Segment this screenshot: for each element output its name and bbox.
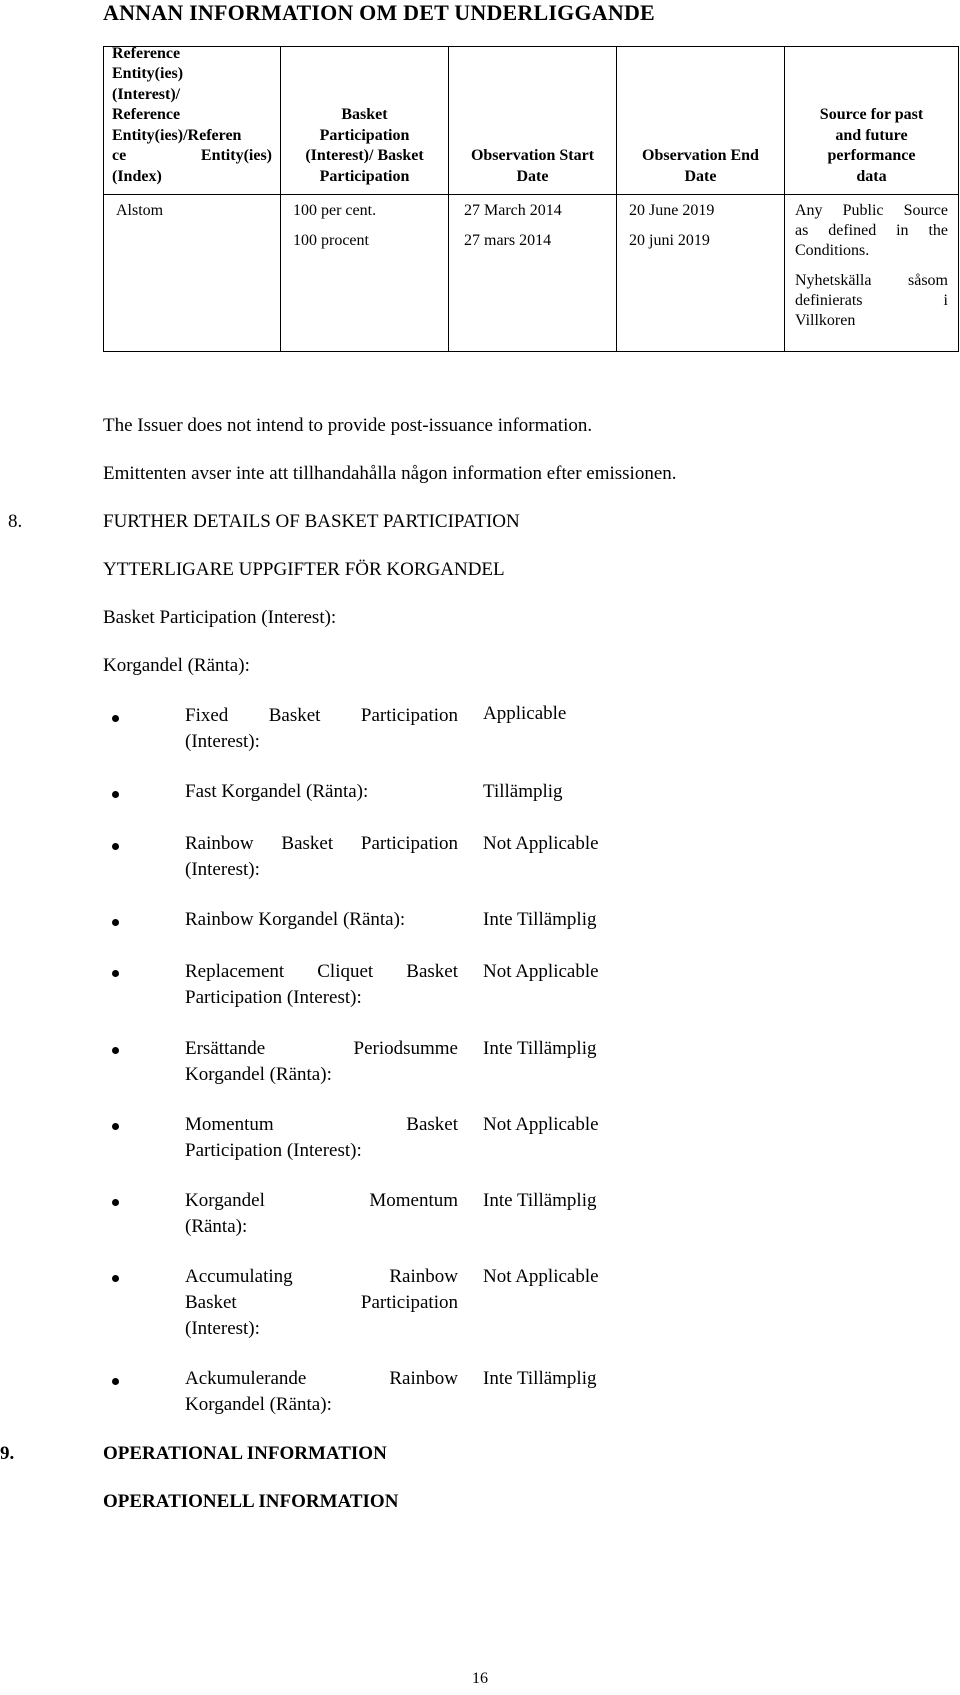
item-label	[185, 907, 458, 933]
post-issuance-en: The Issuer does not intend to provide post-issuance information.	[103, 415, 593, 436]
basket-value-sv: 100 procent	[293, 232, 369, 249]
cell-observation-start	[449, 195, 617, 352]
header-basket-line: (Interest)/ Basket	[305, 147, 424, 164]
section-9-number: 9.	[0, 1443, 15, 1464]
source-en-line: Conditions.	[795, 242, 870, 259]
header-reference-line: ce Entity(ies)	[112, 147, 272, 164]
item-label	[185, 1366, 458, 1418]
underlying-info-table	[103, 46, 959, 352]
item-label-line: Rainbow Korgandel (Ränta):	[185, 909, 406, 930]
item-label-line: Korgandel Momentum	[185, 1190, 458, 1211]
header-source-line: performance	[827, 147, 916, 164]
item-value: Tillämplig	[483, 781, 563, 802]
start-date-en: 27 March 2014	[464, 202, 562, 219]
header-reference-line: Reference	[112, 106, 181, 123]
cell-basket	[281, 195, 449, 352]
start-date-sv: 27 mars 2014	[464, 232, 552, 249]
item-label-line: Fixed Basket Participation	[185, 705, 458, 726]
item-label-line: (Ränta):	[185, 1216, 248, 1237]
header-obs-end-line: Date	[684, 167, 717, 185]
item-value: Inte Tillämplig	[483, 1368, 597, 1389]
header-source	[785, 47, 959, 195]
bullet	[112, 1199, 119, 1206]
item-value: Inte Tillämplig	[483, 909, 597, 930]
item-label-line: (Interest):	[185, 1318, 260, 1339]
header-reference-line: Entity(ies)	[112, 65, 184, 82]
header-obs-start-line: Date	[516, 167, 549, 185]
section-8-title-sv: YTTERLIGARE UPPGIFTER FÖR KORGANDEL	[103, 559, 505, 580]
item-value: Applicable	[483, 703, 567, 724]
header-basket-line: Participation	[319, 167, 410, 185]
header-basket-line: Basket	[341, 106, 388, 123]
item-value: Not Applicable	[483, 1266, 599, 1287]
item-label-line: (Interest):	[185, 859, 260, 880]
bullet	[112, 970, 119, 977]
header-obs-start-line: Observation Start	[470, 147, 595, 164]
header-reference-line: (Index)	[112, 167, 162, 185]
item-value: Inte Tillämplig	[483, 1190, 597, 1211]
header-basket-line: Participation	[319, 126, 410, 144]
item-value: Not Applicable	[483, 1114, 599, 1135]
item-value: Not Applicable	[483, 833, 599, 854]
bullet	[112, 1275, 119, 1282]
header-reference-line: Entity(ies)/Referen	[112, 126, 242, 144]
item-label-line: Ackumulerande Rainbow	[185, 1368, 458, 1389]
header-reference-line: Reference	[112, 44, 181, 62]
item-label-line: Replacement Cliquet Basket	[185, 961, 458, 982]
item-value: Inte Tillämplig	[483, 1038, 597, 1059]
bullet	[112, 1378, 119, 1385]
bullet	[112, 919, 119, 926]
item-label-line: Korgandel (Ränta):	[185, 1394, 332, 1415]
cell-observation-end	[617, 195, 785, 352]
item-label-line: Basket Participation	[185, 1292, 458, 1313]
item-label-line: (Interest):	[185, 731, 260, 752]
cell-reference	[104, 195, 281, 352]
header-source-line: data	[856, 167, 887, 185]
item-label	[185, 703, 458, 755]
item-label-line: Momentum Basket	[185, 1114, 458, 1135]
item-label-line: Rainbow Basket Participation	[185, 833, 458, 854]
item-label	[185, 1264, 458, 1342]
source-en-line: as defined in the	[795, 222, 948, 239]
bullet	[112, 843, 119, 850]
post-issuance-sv: Emittenten avser inte att tillhandahålla någon information efter emissionen.	[103, 463, 677, 484]
bullet	[112, 715, 119, 722]
item-label	[185, 1112, 458, 1164]
header-reference	[104, 44, 281, 195]
cell-source	[785, 195, 959, 352]
item-label	[185, 959, 458, 1011]
page-number: 16	[472, 1670, 488, 1687]
item-label	[185, 1188, 458, 1240]
item-label-line: Participation (Interest):	[185, 1140, 362, 1161]
section-9-title: OPERATIONAL INFORMATION	[103, 1443, 387, 1464]
item-label	[185, 1036, 458, 1088]
item-label-line: Fast Korgandel (Ränta):	[185, 781, 369, 802]
item-label	[185, 779, 458, 805]
section-8-number: 8.	[8, 511, 23, 532]
reference-value: Alstom	[116, 202, 164, 219]
section-8-title: FURTHER DETAILS OF BASKET PARTICIPATION	[103, 511, 520, 532]
header-obs-end-line: Observation End	[642, 147, 759, 164]
header-observation-start	[449, 47, 617, 195]
item-label-line: Participation (Interest):	[185, 987, 362, 1008]
end-date-sv: 20 juni 2019	[629, 232, 710, 249]
basket-value-en: 100 per cent.	[293, 202, 377, 219]
source-sv-line: definierats i	[795, 292, 948, 309]
header-reference-line: (Interest)/	[112, 85, 181, 103]
header-basket	[281, 47, 449, 195]
header-source-line: Source for past	[819, 106, 924, 123]
basket-participation-subheading: Basket Participation (Interest):	[103, 607, 337, 628]
section-9-title-sv: OPERATIONELL INFORMATION	[103, 1491, 399, 1512]
page-title: ANNAN INFORMATION OM DET UNDERLIGGANDE	[103, 0, 655, 25]
bullet	[112, 791, 119, 798]
item-label-line: Ersättande Periodsumme	[185, 1038, 458, 1059]
bullet	[112, 1047, 119, 1054]
source-sv-line: Nyhetskälla såsom	[795, 272, 948, 289]
source-sv-line: Villkoren	[795, 312, 856, 329]
source-en-line: Any Public Source	[795, 202, 948, 219]
korgandel-subheading: Korgandel (Ränta):	[103, 655, 250, 676]
item-label-line: Korgandel (Ränta):	[185, 1064, 332, 1085]
item-value: Not Applicable	[483, 961, 599, 982]
item-label-line: Accumulating Rainbow	[185, 1266, 458, 1287]
item-label	[185, 831, 458, 883]
end-date-en: 20 June 2019	[629, 202, 715, 219]
header-source-line: and future	[835, 126, 908, 144]
header-observation-end	[617, 47, 785, 195]
bullet	[112, 1123, 119, 1130]
